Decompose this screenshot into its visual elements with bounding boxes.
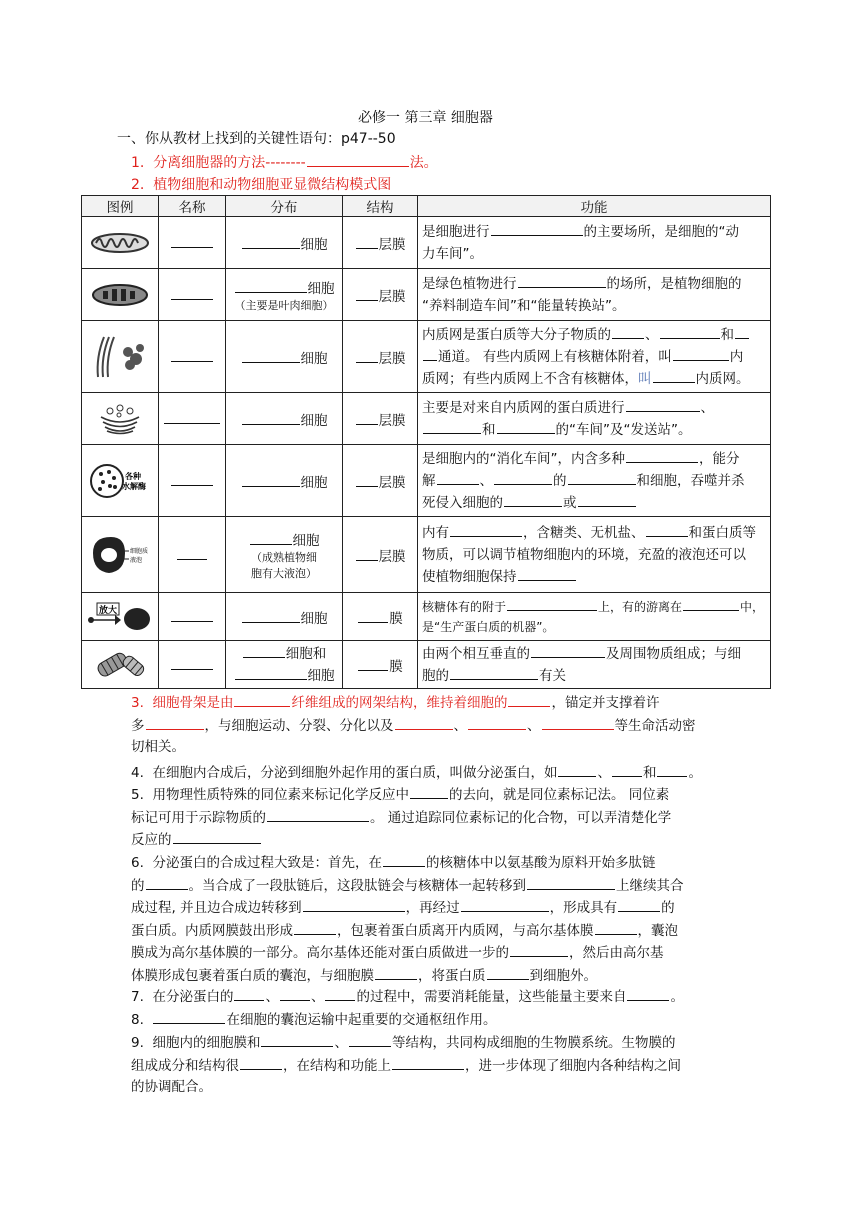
question-4: 4. 在细胞内合成后，分泌到细胞外起作用的蛋白质，叫做分泌蛋白，如 、 和 。 xyxy=(131,762,731,785)
question-9: 9. 细胞内的细胞膜和 、 等结构，共同构成细胞的生物膜系统。生物膜的 组成成分和结构很 ，在结构和功能上 ，进一步体现了细胞内各种结构之间 的协调配合。 xyxy=(131,1032,731,1099)
ribosome-icon xyxy=(82,593,159,641)
organelle-table xyxy=(81,195,771,689)
table-row: 细胞 层膜 主要是对来自内质网的蛋白质进行 、 和 的“车间”及“发送站”。 xyxy=(82,393,771,445)
header-distribution: 分布 xyxy=(226,196,343,217)
table-row: 细胞质 液泡 细胞 （成熟植物细 胞有大液泡） 层膜 内有 ，含糖类、无机盐、 和蛋白质等 物质，可以调节植物细胞内的环境，充盈的液泡还可以 使植物细胞保持 xyxy=(82,517,771,593)
header-function: 功能 xyxy=(418,196,771,217)
question-5: 5. 用物理性质特殊的同位素来标记化学反应中 的去向，就是同位素标记法。 同位素 标记可用于示踪物质的 。 通过追踪同位素标记的化合物，可以弄清楚化学 反应的 xyxy=(131,784,731,852)
header-legend: 图例 xyxy=(82,196,159,217)
svg-text:水解酶: 水解酶 xyxy=(122,481,146,491)
item-1: 1. 分离细胞器的方法-------- 法。 xyxy=(131,152,438,172)
table-header-row xyxy=(82,196,771,217)
centriole-icon xyxy=(82,641,159,689)
question-6: 6. 分泌蛋白的合成过程大致是：首先，在 的核糖体中以氨基酸为原料开始多肽链 的 。当合成了一段肽链后，这段肽链会与核糖体一起转移到 上继续其合 成过程, 并且边合成边转移到 ，再经过 ，形成具有 的 蛋白质。内质网膜鼓出形成 ，包裹着蛋白质离开内质网，与高尔基体膜 ，囊泡 膜成为高尔基体膜的一部分。高尔基体还能对蛋白质做进一步的 ，然后由高尔基 体膜形成包裹着蛋白质的囊泡，与细胞膜 ，将蛋白质 到细胞外。 xyxy=(131,852,731,987)
table-row: 细胞 层膜 内质网是蛋白质等大分子物质的 、 和 通道。 有些内质网上有核糖体附着，叫 内 质网；有些内质网上不含有核糖体，叫 内质网。 xyxy=(82,321,771,393)
header-name: 名称 xyxy=(159,196,226,217)
vacuole-icon xyxy=(82,517,159,593)
table-row: 细胞 （主要是叶肉细胞） 层膜 是绿色植物进行 的场所，是植物细胞的 “养料制造车间”和“能量转换站”。 xyxy=(82,269,771,321)
table-row: 各种 水解酶 细胞 层膜 是细胞内的“消化车间”，内含多种 ，能分 解 、 的 和细胞，吞噬并杀 死侵入细胞的 或 xyxy=(82,445,771,517)
question-7: 7. 在分泌蛋白的 、 、 的过程中，需要消耗能量，这些能量主要来自 。 xyxy=(131,986,731,1009)
lysosome-icon xyxy=(82,445,159,517)
chloroplast-icon xyxy=(82,269,159,321)
endoplasmic-reticulum-icon xyxy=(82,321,159,393)
svg-text:各种: 各种 xyxy=(125,471,141,481)
svg-text:液泡: 液泡 xyxy=(130,557,143,564)
svg-text:放大: 放大 xyxy=(99,604,118,615)
golgi-icon xyxy=(82,393,159,445)
question-3: 3. 细胞骨架是由 纤维组成的网架结构，维持着细胞的 ，锚定并支撑着许 多 ，与细胞运动、分裂、分化以及 、 、 等生命活动密 切相关。 xyxy=(131,692,731,759)
table-row: 细胞和 细胞 膜 由两个相互垂直的 及周围物质组成；与细 胞的 有关 xyxy=(82,641,771,689)
table-row: 细胞 层膜 是细胞进行 的主要场所，是细胞的“动 力车间”。 xyxy=(82,217,771,269)
table-row: 放大 细胞 膜 核糖体有的附于 上，有的游离在 中， 是“生产蛋白质的机器”。 xyxy=(82,593,771,641)
page-title: 必修一 第三章 细胞器 xyxy=(358,110,493,126)
svg-text:细胞质: 细胞质 xyxy=(130,548,149,555)
mitochondrion-icon xyxy=(82,217,159,269)
header-structure: 结构 xyxy=(343,196,418,217)
question-8: 8. 在细胞的囊泡运输中起重要的交通枢纽作用。 xyxy=(131,1009,731,1032)
item-2: 2. 植物细胞和动物细胞亚显微结构模式图 xyxy=(131,177,392,193)
section-heading: 一、你从教材上找到的关键性语句：p47--50 xyxy=(117,131,396,147)
